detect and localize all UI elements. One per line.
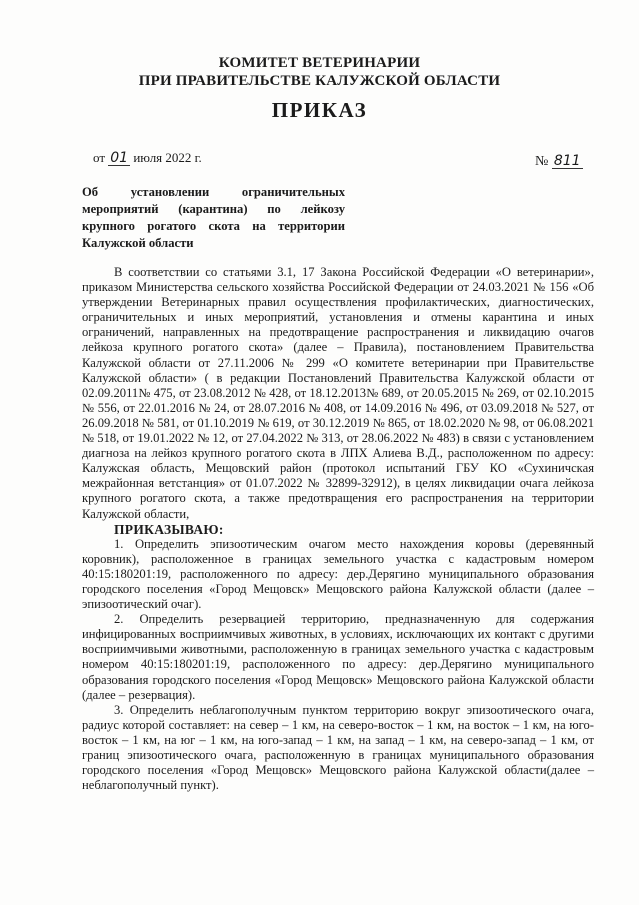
order-subject: Об установлении ограничительных мероприятий (карантина) по лейкозу крупного рогатого скота на территории Калужской области [82, 185, 345, 250]
order-directive-heading: ПРИКАЗЫВАЮ: [114, 521, 224, 537]
date-day-handwritten: 01 [110, 150, 129, 166]
date-rest: июля 2022 г. [133, 150, 202, 165]
order-item-3: 3. Определить неблагополучным пунктом территорию вокруг эпизоотического очага, радиус которой составляет: на север – 1 км, на северо-восток – 1 км, на восток – 1 км, на юго-восток – 1 км, на юг – 1 км, на юго-запад – 1 км, на запад – 1 км, на северо-запад – 1 км, от границ эпизоотического очага, расположенную в границах муниципального образования городского поселения «Город Мещовск» Мещовского района Калужской области(далее – неблагополучный пункт). [82, 702, 594, 793]
date-prefix: от [93, 150, 106, 165]
order-item-1: 1. Определить эпизоотическим очагом место нахождения коровы (деревянный коровник), расположенное в границах земельного участка с кадастровым номером 40:15:180201:19, расположенного по адресу: дер.Дерягино муниципального образования городского поселения «Город Мещовск» Мещовского района Калужской области (далее – эпизоотический очаг). [82, 536, 594, 612]
document-number [535, 154, 583, 170]
number-handwritten: 811 [553, 153, 581, 169]
number-prefix: № [535, 154, 549, 169]
order-body [82, 265, 594, 793]
preamble-paragraph: В соответствии со статьями 3.1, 17 Закона Российской Федерации «О ветеринарии», приказом Министерства сельского хозяйства Российской Федерации от 24.03.2021 № 156 «Об утверждении Ветеринарных правил осуществления профилактических, диагностических, ограничительных и иных мероприятий, установления и отмены карантина и иных ограничений, направленных на предотвращение распространения и ликвидацию очагов лейкоза крупного рогатого скота» (далее – Правила), постановлением Правительства Калужской области от 27.11.2006 № 299 «О комитете ветеринарии при Правительстве Калужской области» ( в редакции Постановлений Правительства Калужской области от 02.09.2011№ 475, от 23.08.2012 № 428, от 18.12.2013№ 689, от 20.05.2015 № 269, от 02.10.2015 № 556, от 22.01.2016 № 24, от 28.07.2016 № 408, от 14.09.2016 № 496, от 03.09.2018 № 527, от 26.09.2018 № 581, от 01.10.2019 № 619, от 30.12.2019 № 865, от 18.02.2020 № 98, от 06.08.2021 № 518, от 19.01.2022 № 12, от 27.04.2022 № 313, от 28.06.2022 № 483) в связи с установлением диагноза на лейкоз крупного рогатого скота в ЛПХ Алиева В.Д., расположенном по адресу: Калужская область, Мещовский район (протокол испытаний ГБУ КО «Сухиничская межрайонная ветстанция» от 01.07.2022 № 32899-32912), в целях ликвидации очага лейкоза крупного рогатого скота, а также предотвращения его распространения на территории Калужской области, [82, 265, 594, 521]
document-title: ПРИКАЗ [271, 98, 368, 122]
organization-name-line2: ПРИ ПРАВИТЕЛЬСТВЕ КАЛУЖСКОЙ ОБЛАСТИ [138, 73, 501, 89]
organization-name-line1: КОМИТЕТ ВЕТЕРИНАРИИ [218, 55, 421, 71]
order-item-2: 2. Определить резервацией территорию, предназначенную для содержания инфицированных восприимчивых животных, в условиях, исключающих их контакт с другими восприимчивыми животными, расположенную в границах земельного участка с кадастровым номером 40:15:180201:19, расположенного по адресу: дер.Дерягино муниципального образования городского поселения «Город Мещовск» Мещовского района Калужской области (далее – резервация). [82, 612, 594, 702]
document-date [93, 150, 202, 166]
